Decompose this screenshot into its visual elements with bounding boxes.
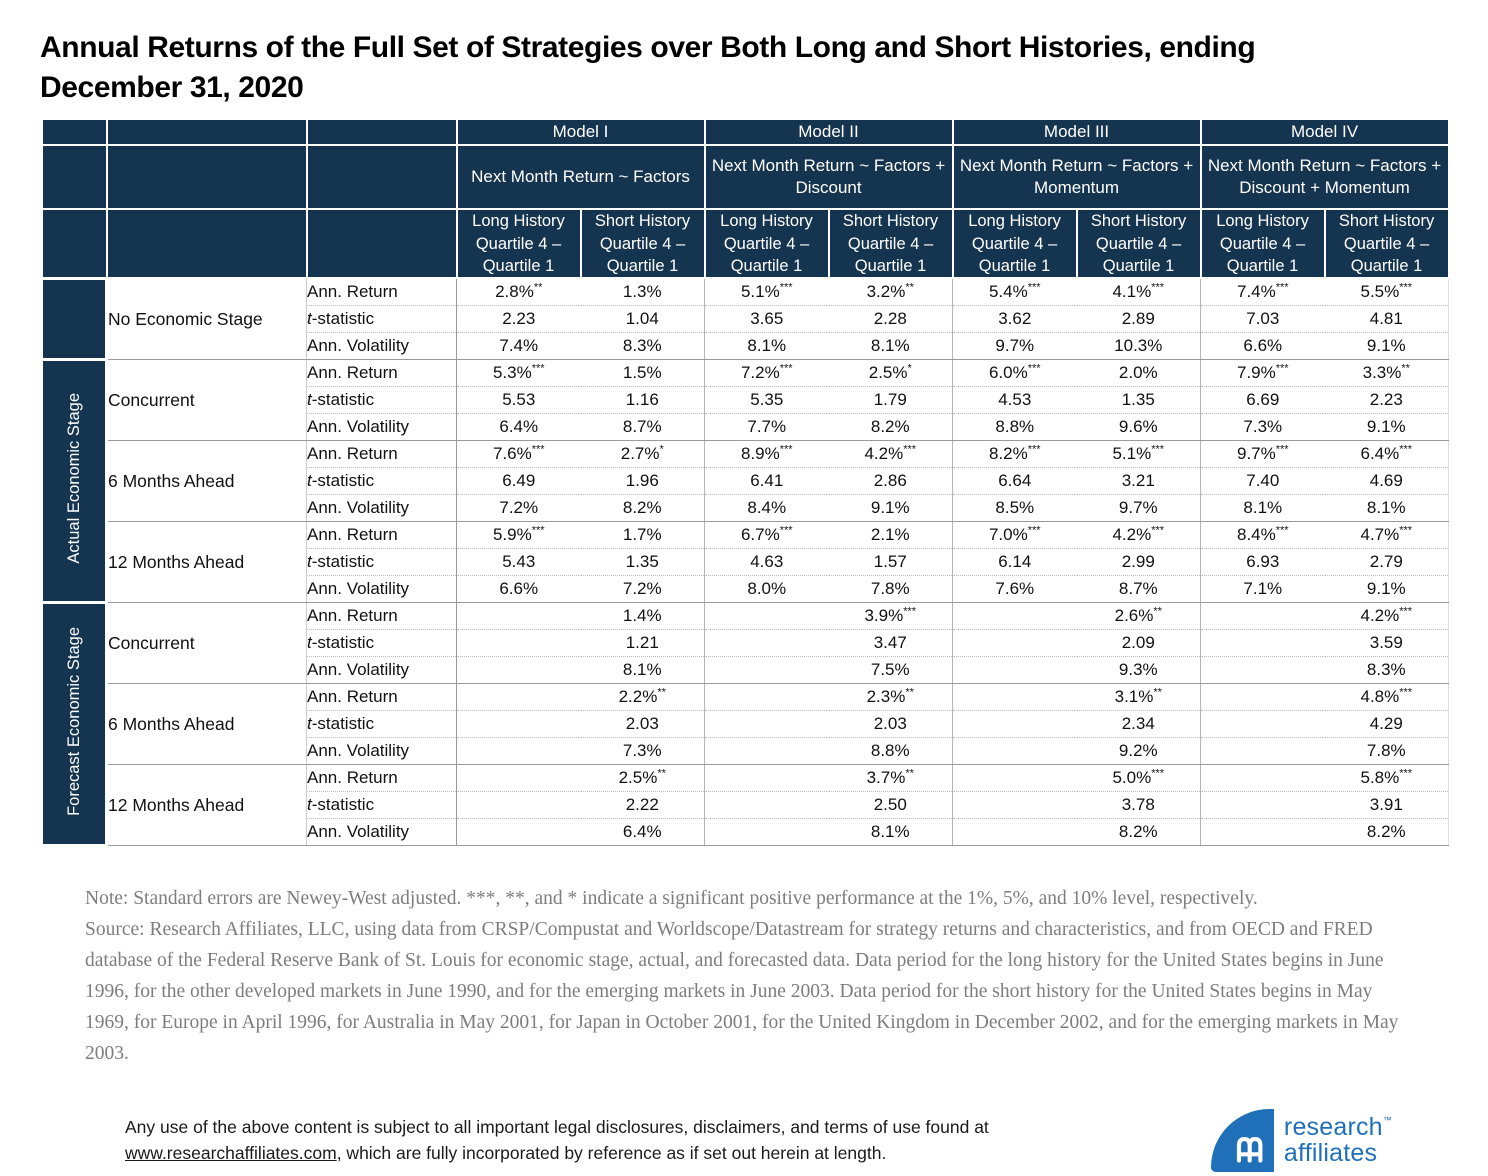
value-cell — [457, 738, 581, 765]
metric-label: Ann. Return — [307, 765, 457, 792]
table-header — [42, 119, 1449, 278]
value-cell: 8.1% — [829, 819, 953, 846]
value-cell — [953, 684, 1077, 711]
model-formula: Next Month Return ~ Factors + Discount + Momentum — [1201, 145, 1449, 209]
section-label-text: Actual Economic Stage — [64, 393, 83, 564]
metric-label: Ann. Volatility — [307, 414, 457, 441]
metric-label: Ann. Volatility — [307, 738, 457, 765]
stage-label: Concurrent — [107, 603, 307, 684]
value-cell — [705, 630, 829, 657]
value-cell — [1201, 711, 1325, 738]
value-cell: 9.6% — [1077, 414, 1201, 441]
value-cell — [1201, 765, 1325, 792]
model-name: Model IV — [1201, 119, 1449, 145]
value-cell: 2.09 — [1077, 630, 1201, 657]
section-label — [42, 603, 107, 846]
metric-label: t-statistic — [307, 387, 457, 414]
value-cell: 9.1% — [829, 495, 953, 522]
value-cell — [457, 603, 581, 630]
value-cell: 3.9%*** — [829, 603, 953, 630]
value-cell: 7.5% — [829, 657, 953, 684]
page-title: Annual Returns of the Full Set of Strategies over Both Long and Short Histories, ending December 31, 2020 — [40, 31, 1256, 105]
value-cell: 3.3%** — [1325, 360, 1449, 387]
header-spacer — [307, 119, 457, 145]
value-cell — [705, 765, 829, 792]
footer — [40, 1115, 1448, 1172]
value-cell: 8.2% — [829, 414, 953, 441]
footnote-source-line: Source: Research Affiliates, LLC, using data from CRSP/Compustat and Worldscope/Datastream for strategy returns and characteristics, and from OECD and FRED database of the Federal Reserve Bank of St. Louis for economic stage, actual, and forecasted data. Data period for the long history for the United States begins in June 1996, for the other developed markets in June 1990, and for the emerging markets in June 2003. Data period for the short history for the United States begins in May 1969, for Europe in April 1996, for Australia in May 2001, for Japan in October 2001, for the United Kingdom in December 2002, and for the emerging markets in May 2003. — [85, 919, 1399, 1065]
value-cell: 9.2% — [1077, 738, 1201, 765]
value-cell: 9.1% — [1325, 333, 1449, 360]
footnote-note-line: Note: Standard errors are Newey-West adjusted. ***, **, and * indicate a significant positive performance at the 1%, 5%, and 10% level, respectively. — [85, 888, 1258, 910]
value-cell: 2.03 — [581, 711, 705, 738]
value-cell: 6.14 — [953, 549, 1077, 576]
value-cell: 7.40 — [1201, 468, 1325, 495]
metric-label: Ann. Volatility — [307, 657, 457, 684]
value-cell: 8.1% — [1325, 495, 1449, 522]
value-cell — [953, 711, 1077, 738]
value-cell: 7.4%*** — [1201, 278, 1325, 306]
value-cell — [705, 603, 829, 630]
value-cell: 1.04 — [581, 306, 705, 333]
disclaimer-text-end: , which are fully incorporated by reference as if set out herein at length. — [336, 1142, 887, 1163]
value-cell: 8.5% — [953, 495, 1077, 522]
subcol-short-history: Short History Quartile 4 – Quartile 1 — [829, 209, 953, 278]
metric-label: Ann. Volatility — [307, 819, 457, 846]
value-cell: 1.96 — [581, 468, 705, 495]
value-cell: 2.5%** — [581, 765, 705, 792]
value-cell: 2.3%** — [829, 684, 953, 711]
value-cell: 7.03 — [1201, 306, 1325, 333]
header-spacer — [107, 119, 307, 145]
value-cell — [953, 657, 1077, 684]
stage-label: No Economic Stage — [107, 278, 307, 360]
value-cell: 1.79 — [829, 387, 953, 414]
value-cell: 3.7%** — [829, 765, 953, 792]
value-cell: 8.2% — [1325, 819, 1449, 846]
value-cell: 7.2% — [581, 576, 705, 603]
value-cell: 5.9%*** — [457, 522, 581, 549]
value-cell: 2.0% — [1077, 360, 1201, 387]
stage-label: 12 Months Ahead — [107, 522, 307, 603]
value-cell: 3.21 — [1077, 468, 1201, 495]
header-spacer — [42, 119, 107, 145]
value-cell: 7.6%*** — [457, 441, 581, 468]
value-cell: 8.2% — [581, 495, 705, 522]
header-spacer — [107, 145, 307, 209]
research-affiliates-link[interactable]: www.researchaffiliates.com — [125, 1142, 337, 1163]
section-label — [42, 278, 107, 360]
value-cell: 2.8%** — [457, 278, 581, 306]
value-cell: 8.4%*** — [1201, 522, 1325, 549]
value-cell: 5.53 — [457, 387, 581, 414]
value-cell: 3.59 — [1325, 630, 1449, 657]
metric-label: Ann. Return — [307, 360, 457, 387]
table-row — [42, 765, 1449, 792]
value-cell: 6.0%*** — [953, 360, 1077, 387]
value-cell: 8.8% — [829, 738, 953, 765]
value-cell: 4.81 — [1325, 306, 1449, 333]
value-cell: 1.5% — [581, 360, 705, 387]
model-name: Model III — [953, 119, 1201, 145]
value-cell — [457, 711, 581, 738]
value-cell: 2.86 — [829, 468, 953, 495]
value-cell: 4.8%*** — [1325, 684, 1449, 711]
subcol-long-history: Long History Quartile 4 – Quartile 1 — [953, 209, 1077, 278]
stage-label: 12 Months Ahead — [107, 765, 307, 846]
disclaimer-text-start: Any use of the above content is subject to all important legal disclosures, disclaimers, and terms of use found at — [125, 1117, 989, 1138]
value-cell — [1201, 684, 1325, 711]
value-cell — [705, 792, 829, 819]
value-cell — [705, 819, 829, 846]
model-formula-row — [42, 145, 1449, 209]
value-cell: 4.2%*** — [1325, 603, 1449, 630]
value-cell: 6.41 — [705, 468, 829, 495]
value-cell: 1.35 — [1077, 387, 1201, 414]
legal-disclaimer — [125, 1115, 1115, 1166]
model-name: Model I — [457, 119, 705, 145]
value-cell: 3.65 — [705, 306, 829, 333]
value-cell: 2.79 — [1325, 549, 1449, 576]
table-body — [42, 278, 1449, 846]
value-cell: 3.1%** — [1077, 684, 1201, 711]
value-cell: 2.28 — [829, 306, 953, 333]
value-cell: 2.23 — [457, 306, 581, 333]
table-row — [42, 278, 1449, 306]
value-cell — [457, 630, 581, 657]
value-cell: 9.7%*** — [1201, 441, 1325, 468]
subcol-long-history: Long History Quartile 4 – Quartile 1 — [457, 209, 581, 278]
header-spacer — [307, 209, 457, 278]
value-cell: 8.3% — [581, 333, 705, 360]
ra-monogram-icon — [1211, 1109, 1274, 1172]
trademark-symbol: ™ — [1382, 1115, 1392, 1126]
value-cell: 1.7% — [581, 522, 705, 549]
value-cell — [953, 765, 1077, 792]
value-cell: 9.3% — [1077, 657, 1201, 684]
table-row — [42, 360, 1449, 387]
value-cell: 5.1%*** — [1077, 441, 1201, 468]
value-cell: 8.7% — [1077, 576, 1201, 603]
value-cell: 7.8% — [1325, 738, 1449, 765]
header-spacer — [42, 145, 107, 209]
subcol-long-history: Long History Quartile 4 – Quartile 1 — [1201, 209, 1325, 278]
value-cell — [1201, 630, 1325, 657]
footnote — [85, 883, 1406, 1069]
value-cell: 2.23 — [1325, 387, 1449, 414]
value-cell: 6.4%*** — [1325, 441, 1449, 468]
value-cell: 8.1% — [1201, 495, 1325, 522]
value-cell: 2.99 — [1077, 549, 1201, 576]
value-cell: 4.2%*** — [829, 441, 953, 468]
value-cell — [953, 792, 1077, 819]
metric-label: t-statistic — [307, 549, 457, 576]
header-spacer — [307, 145, 457, 209]
value-cell: 6.4% — [457, 414, 581, 441]
header-spacer — [107, 209, 307, 278]
table-row — [42, 684, 1449, 711]
subcol-short-history: Short History Quartile 4 – Quartile 1 — [1077, 209, 1201, 278]
value-cell: 7.9%*** — [1201, 360, 1325, 387]
value-cell: 1.35 — [581, 549, 705, 576]
value-cell: 5.5%*** — [1325, 278, 1449, 306]
value-cell: 5.43 — [457, 549, 581, 576]
value-cell: 4.63 — [705, 549, 829, 576]
table-row — [42, 603, 1449, 630]
value-cell — [1201, 603, 1325, 630]
metric-label: t-statistic — [307, 306, 457, 333]
value-cell: 7.7% — [705, 414, 829, 441]
value-cell: 1.3% — [581, 278, 705, 306]
value-cell: 9.7% — [1077, 495, 1201, 522]
subcol-short-history: Short History Quartile 4 – Quartile 1 — [1325, 209, 1449, 278]
value-cell: 5.4%*** — [953, 278, 1077, 306]
value-cell: 8.3% — [1325, 657, 1449, 684]
subcol-long-history: Long History Quartile 4 – Quartile 1 — [705, 209, 829, 278]
value-cell: 8.1% — [705, 333, 829, 360]
value-cell: 5.0%*** — [1077, 765, 1201, 792]
value-cell — [705, 738, 829, 765]
value-cell — [1201, 657, 1325, 684]
value-cell — [457, 765, 581, 792]
model-name: Model II — [705, 119, 953, 145]
value-cell: 3.78 — [1077, 792, 1201, 819]
value-cell: 8.7% — [581, 414, 705, 441]
metric-label: Ann. Volatility — [307, 333, 457, 360]
value-cell: 10.3% — [1077, 333, 1201, 360]
subcol-short-history: Short History Quartile 4 – Quartile 1 — [581, 209, 705, 278]
model-formula: Next Month Return ~ Factors + Momentum — [953, 145, 1201, 209]
stage-label: Concurrent — [107, 360, 307, 441]
metric-label: t-statistic — [307, 792, 457, 819]
value-cell: 8.1% — [829, 333, 953, 360]
value-cell: 2.03 — [829, 711, 953, 738]
value-cell — [1201, 738, 1325, 765]
value-cell: 7.1% — [1201, 576, 1325, 603]
metric-label: t-statistic — [307, 711, 457, 738]
value-cell: 6.69 — [1201, 387, 1325, 414]
value-cell — [1201, 819, 1325, 846]
model-name-row — [42, 119, 1449, 145]
section-label — [42, 360, 107, 603]
value-cell: 8.8% — [953, 414, 1077, 441]
metric-label: Ann. Volatility — [307, 495, 457, 522]
value-cell: 5.3%*** — [457, 360, 581, 387]
header-spacer — [42, 209, 107, 278]
metric-label: t-statistic — [307, 468, 457, 495]
value-cell: 4.29 — [1325, 711, 1449, 738]
value-cell: 6.7%*** — [705, 522, 829, 549]
value-cell: 7.6% — [953, 576, 1077, 603]
value-cell — [1201, 792, 1325, 819]
stage-label: 6 Months Ahead — [107, 441, 307, 522]
metric-label: Ann. Return — [307, 603, 457, 630]
value-cell: 1.4% — [581, 603, 705, 630]
stage-label: 6 Months Ahead — [107, 684, 307, 765]
metric-label: Ann. Return — [307, 684, 457, 711]
value-cell — [457, 819, 581, 846]
value-cell: 7.2%*** — [705, 360, 829, 387]
value-cell: 8.1% — [581, 657, 705, 684]
section-label-text: Forecast Economic Stage — [64, 627, 83, 817]
value-cell: 1.21 — [581, 630, 705, 657]
model-formula: Next Month Return ~ Factors — [457, 145, 705, 209]
value-cell: 7.8% — [829, 576, 953, 603]
metric-label: t-statistic — [307, 630, 457, 657]
value-cell: 4.2%*** — [1077, 522, 1201, 549]
value-cell: 7.0%*** — [953, 522, 1077, 549]
value-cell: 6.6% — [457, 576, 581, 603]
value-cell: 9.1% — [1325, 414, 1449, 441]
value-cell — [953, 603, 1077, 630]
value-cell: 7.4% — [457, 333, 581, 360]
value-cell — [953, 819, 1077, 846]
value-cell: 4.53 — [953, 387, 1077, 414]
value-cell: 8.2%*** — [953, 441, 1077, 468]
value-cell: 4.69 — [1325, 468, 1449, 495]
value-cell: 8.4% — [705, 495, 829, 522]
value-cell: 6.49 — [457, 468, 581, 495]
value-cell: 3.47 — [829, 630, 953, 657]
table-row — [42, 522, 1449, 549]
value-cell: 9.1% — [1325, 576, 1449, 603]
value-cell: 2.34 — [1077, 711, 1201, 738]
value-cell — [953, 738, 1077, 765]
subcolumn-header-row — [42, 209, 1449, 278]
logo-wordmark — [1284, 1115, 1392, 1166]
value-cell: 7.2% — [457, 495, 581, 522]
metric-label: Ann. Return — [307, 278, 457, 306]
logo-word-research: research — [1283, 1113, 1383, 1142]
value-cell: 8.9%*** — [705, 441, 829, 468]
value-cell: 6.93 — [1201, 549, 1325, 576]
logo-word-affiliates: affiliates — [1283, 1138, 1378, 1167]
value-cell: 9.7% — [953, 333, 1077, 360]
value-cell — [457, 684, 581, 711]
value-cell: 2.7%* — [581, 441, 705, 468]
value-cell: 3.62 — [953, 306, 1077, 333]
value-cell: 8.0% — [705, 576, 829, 603]
value-cell: 2.2%** — [581, 684, 705, 711]
value-cell: 5.35 — [705, 387, 829, 414]
value-cell — [953, 630, 1077, 657]
value-cell — [457, 792, 581, 819]
value-cell — [705, 657, 829, 684]
value-cell: 2.89 — [1077, 306, 1201, 333]
value-cell: 2.6%** — [1077, 603, 1201, 630]
value-cell — [705, 684, 829, 711]
value-cell: 3.91 — [1325, 792, 1449, 819]
returns-table — [40, 118, 1450, 847]
value-cell: 6.64 — [953, 468, 1077, 495]
value-cell: 6.6% — [1201, 333, 1325, 360]
value-cell: 2.50 — [829, 792, 953, 819]
value-cell: 7.3% — [1201, 414, 1325, 441]
value-cell: 8.2% — [1077, 819, 1201, 846]
metric-label: Ann. Volatility — [307, 576, 457, 603]
value-cell: 5.1%*** — [705, 278, 829, 306]
value-cell — [705, 711, 829, 738]
value-cell — [457, 657, 581, 684]
metric-label: Ann. Return — [307, 522, 457, 549]
value-cell: 4.1%*** — [1077, 278, 1201, 306]
metric-label: Ann. Return — [307, 441, 457, 468]
table-row — [42, 441, 1449, 468]
value-cell: 2.22 — [581, 792, 705, 819]
value-cell: 5.8%*** — [1325, 765, 1449, 792]
model-formula: Next Month Return ~ Factors + Discount — [705, 145, 953, 209]
value-cell: 4.7%*** — [1325, 522, 1449, 549]
value-cell: 2.1% — [829, 522, 953, 549]
value-cell: 7.3% — [581, 738, 705, 765]
value-cell: 6.4% — [581, 819, 705, 846]
value-cell: 1.57 — [829, 549, 953, 576]
value-cell: 1.16 — [581, 387, 705, 414]
value-cell: 3.2%** — [829, 278, 953, 306]
value-cell: 2.5%* — [829, 360, 953, 387]
research-affiliates-logo — [1211, 1109, 1392, 1172]
